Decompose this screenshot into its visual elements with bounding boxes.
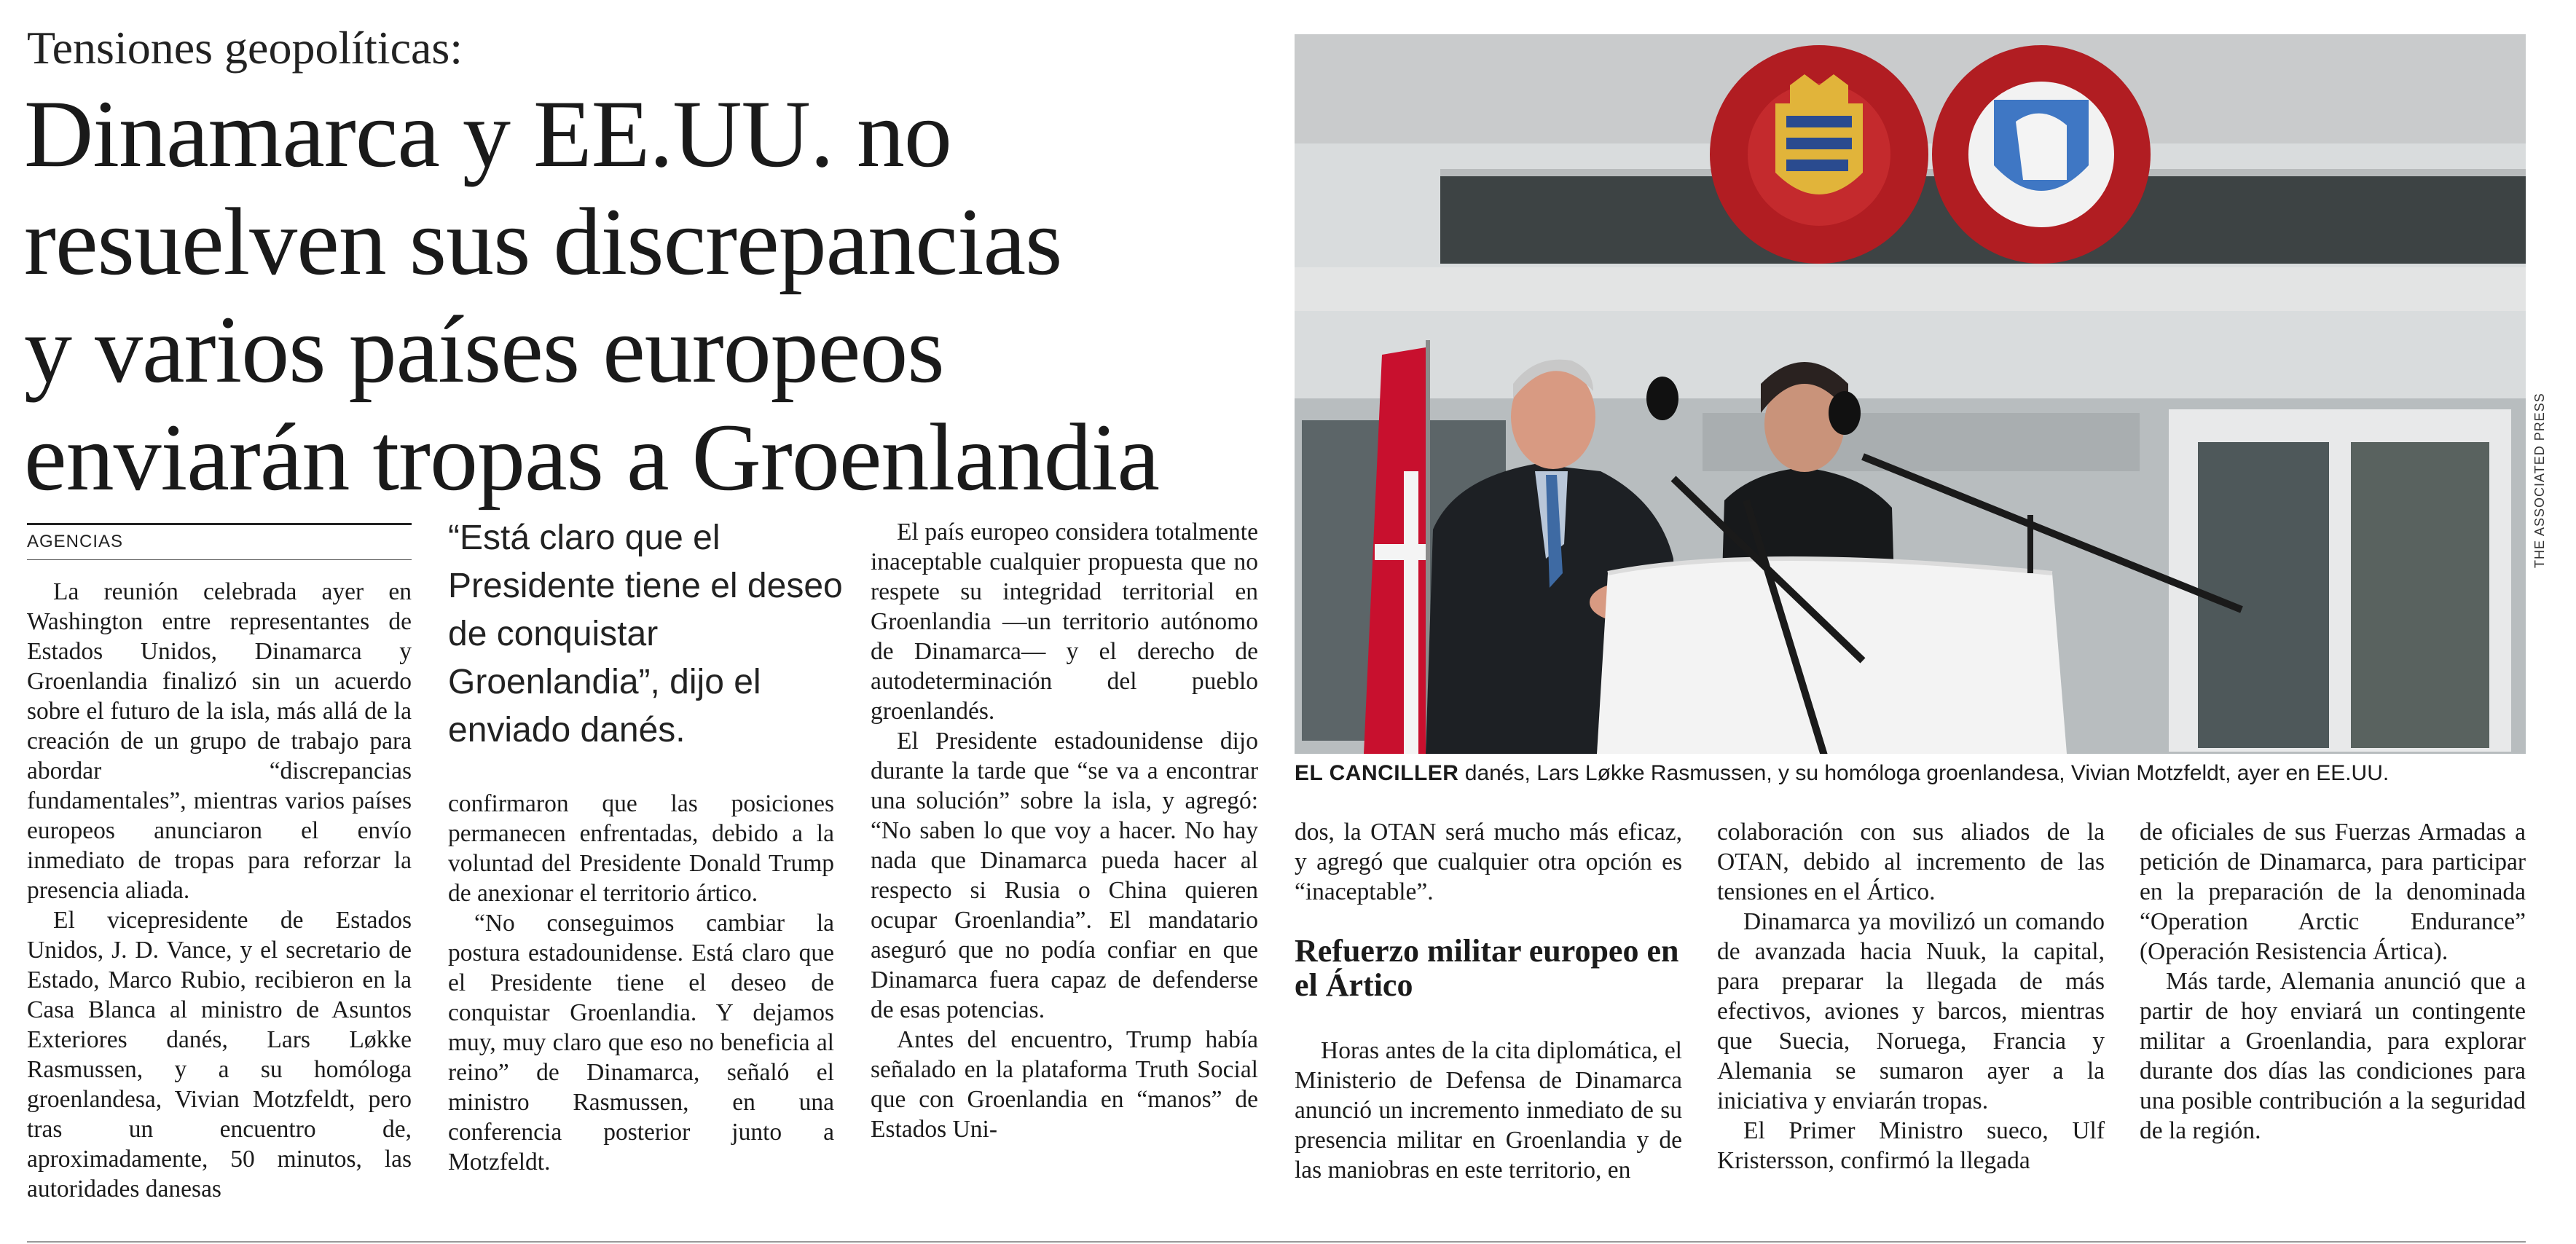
paragraph: Dinamarca ya movilizó un comando de avanzada hacia Nuuk, la capital, para preparar la llegada de más efectivos, aviones y barcos, mientras que Suecia, Noruega, Francia y Alemania se sumaron ayer a la iniciativa y enviarán tropas. — [1717, 908, 2105, 1114]
photo-credit: THE ASSOCIATED PRESS — [2532, 393, 2547, 568]
bottom-rule — [27, 1241, 2526, 1243]
caption-text: danés, Lars Løkke Rasmussen, y su homóloga groenlandesa, Vivian Motzfeldt, ayer en EE.UU. — [1458, 761, 2390, 785]
column-4 — [1295, 817, 1682, 907]
paragraph: de oficiales de sus Fuerzas Armadas a petición de Dinamarca, para participar en la preparación de la denominada “Operation Arctic Endurance” (Operación Resistencia Ártica). — [2140, 819, 2526, 965]
paragraph: colaboración con sus aliados de la OTAN, debido al incremento de las tensiones en el Ártico. — [1717, 819, 2105, 905]
headline-line: resuelven sus discrepancias — [24, 188, 1062, 295]
column-1 — [27, 577, 412, 1204]
headline-line: y varios países europeos — [24, 296, 944, 403]
byline-rule — [27, 523, 412, 525]
paragraph: Horas antes de la cita diplomática, el Ministerio de Defensa de Dinamarca anunció un incremento inmediato de su presencia militar en Groenlandia y de las maniobras en este territorio, en — [1295, 1037, 1682, 1184]
caption-lead: EL CANCILLER — [1295, 761, 1459, 785]
photo — [1295, 34, 2526, 754]
paragraph: La reunión celebrada ayer en Washington entre representantes de Estados Unidos, Dinamarca y Groenlandia finalizó sin un acuerdo sobre el futuro de la isla, más allá de la creación de un grupo de trabajo para abordar “discrepancias fundamentales”, mientras varios países europeos anunciaron el envío inmediato de tropas para reforzar la presencia aliada. — [27, 578, 412, 904]
article-headline — [24, 80, 1263, 511]
paragraph: El Presidente estadounidense dijo durante la tarde que “se va a encontrar una solución” sobre la isla, y agregó: “No saben lo que voy a hacer. No hay nada que Dinamarca pueda hacer al respecto si Rusia o China quieren ocupar Groenlandia”. El mandatario aseguró que no podía confiar en que Dinamarca fuera capaz de defenderse de esas potencias. — [871, 728, 1258, 1023]
column-3 — [871, 517, 1258, 1144]
column-4b — [1295, 1036, 1682, 1185]
photo-caption — [1295, 759, 2533, 788]
byline-rule-bottom — [27, 559, 412, 560]
paragraph: El Primer Ministro sueco, Ulf Kristersson, confirmó la llegada — [1717, 1117, 2105, 1174]
lectern — [1597, 559, 2067, 754]
column-2 — [448, 789, 834, 1177]
pull-quote: “Está claro que el Presidente tiene el deseo de conquistar Groenlandia”, dijo el enviado danés. — [448, 519, 843, 749]
danish-embassy-seal — [1710, 45, 1928, 264]
paragraph: dos, la OTAN será mucho más eficaz, y agregó que cualquier otra opción es “inaceptable”. — [1295, 819, 1682, 905]
column-5 — [1717, 817, 2105, 1176]
article-kicker: Tensiones geopolíticas: — [27, 22, 463, 74]
section-subhead: Refuerzo militar europeo en el Ártico — [1295, 933, 1679, 1003]
byline: AGENCIAS — [27, 532, 124, 551]
paragraph: Antes del encuentro, Trump había señalado en la plataforma Truth Social que con Groenlandia en “manos” de Estados Uni- — [871, 1026, 1258, 1143]
column-6 — [2140, 817, 2526, 1146]
headline-line: Dinamarca y EE.UU. no — [24, 80, 951, 187]
paragraph: confirmaron que las posiciones permanecen enfrentadas, debido a la voluntad del Presidente Donald Trump de anexionar el territorio ártico. — [448, 790, 834, 907]
paragraph: El país europeo considera totalmente inaceptable cualquier propuesta que no respete su integridad territorial en Groenlandia —un territorio autónomo de Dinamarca— y el derecho de autodeterminación del pueblo groenlandés. — [871, 519, 1258, 725]
paragraph: Más tarde, Alemania anunció que a partir de hoy enviará un contingente militar a Groenlandia, para explorar durante dos días las condiciones para una posible contribución a la seguridad de la región. — [2140, 968, 2526, 1144]
embassy-press-photo — [1295, 34, 2526, 754]
headline-line: enviarán tropas a Groenlandia — [24, 403, 1159, 511]
paragraph: “No conseguimos cambiar la postura estadounidense. Está claro que el Presidente tiene el deseo de conquistar Groenlandia. Y dejamos muy, muy claro que eso no beneficia al reino” de Dinamarca, señaló el ministro Rasmussen, en una conferencia posterior junto a Motzfeldt. — [448, 910, 834, 1176]
greenland-representation-seal — [1932, 45, 2151, 264]
paragraph: El vicepresidente de Estados Unidos, J. D. Vance, y el secretario de Estado, Marco Rubio, recibieron en la Casa Blanca al ministro de Asuntos Exteriores danés, Lars Løkke Rasmussen, y a su homóloga groenlandesa, Vivian Motzfeldt, pero tras un encuentro de, aproximadamente, 50 minutos, las autoridades danesas — [27, 907, 412, 1202]
